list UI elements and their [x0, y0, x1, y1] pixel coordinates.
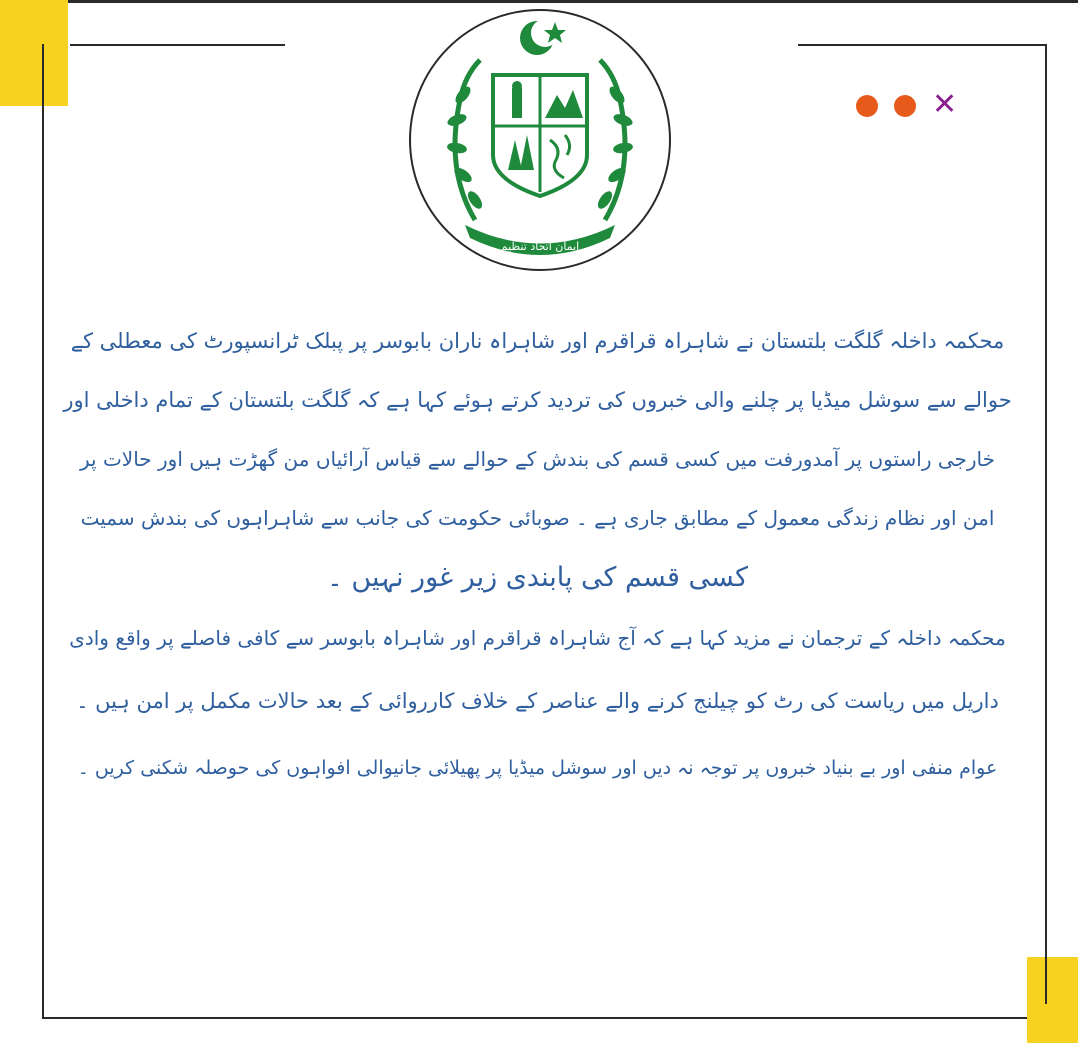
paragraph-2 [60, 607, 1015, 733]
paragraph-line: محکمہ داخلہ کے ترجمان نے مزید کہا ہے کہ آج شاہراہ قراقرم اور شاہراہ بابوسر سے کافی فاصلے پر واقع وادی [69, 626, 1006, 650]
paragraph-line: محکمہ داخلہ گلگت بلتستان نے شاہراہ قراقرم اور شاہراہ ناران بابوسر پر پبلک ٹرانسپورٹ کی معطلی کے [70, 329, 1005, 353]
paragraph-line: امن اور نظام زندگی معمول کے مطابق جاری ہے ۔ صوبائی حکومت کی جانب سے شاہراہوں کی بندش سمیت [80, 506, 995, 530]
orange-dot-icon[interactable] [856, 95, 878, 117]
emblem-motto: ایمان اتحاد تنظیم [500, 240, 580, 253]
orange-dot-icon[interactable] [894, 95, 916, 117]
frame-left-border [42, 44, 44, 1019]
frame-right-border [1045, 44, 1047, 1004]
yellow-corner-bottom-right [1027, 957, 1078, 1043]
close-icon[interactable]: ✕ [932, 87, 958, 122]
paragraph-1 [60, 312, 1015, 607]
frame-top-right-border [798, 44, 1047, 46]
press-release-body [60, 312, 1015, 803]
paragraph-line: عوام منفی اور بے بنیاد خبروں پر توجہ نہ دیں اور سوشل میڈیا پر پھیلائی جانیوالی افواہوں کی حوصلہ شکنی کریں ۔ [77, 757, 998, 779]
frame-top-left-border [70, 44, 285, 46]
window-controls [856, 87, 966, 122]
paragraph-line: خارجی راستوں پر آمدورفت میں کسی قسم کی بندش کے حوالے سے قیاس آرائیاں من گھڑت ہیں اور حالات پر [80, 447, 995, 471]
frame-bottom-border [42, 1017, 1027, 1019]
government-emblem [405, 0, 675, 285]
paragraph-3 [60, 733, 1015, 803]
paragraph-line: داریل میں ریاست کی رٹ کو چیلنج کرنے والے عناصر کے خلاف کارروائی کے بعد حالات مکمل پر امن ہیں ۔ [76, 689, 999, 713]
paragraph-line: کسی قسم کی پابندی زیر غور نہیں ۔ [327, 562, 748, 593]
paragraph-line: حوالے سے سوشل میڈیا پر چلنے والی خبروں کی تردید کرتے ہوئے کہا ہے کہ گلگت بلتستان کے تمام داخلی اور [63, 388, 1012, 412]
yellow-corner-top-left [0, 0, 68, 106]
